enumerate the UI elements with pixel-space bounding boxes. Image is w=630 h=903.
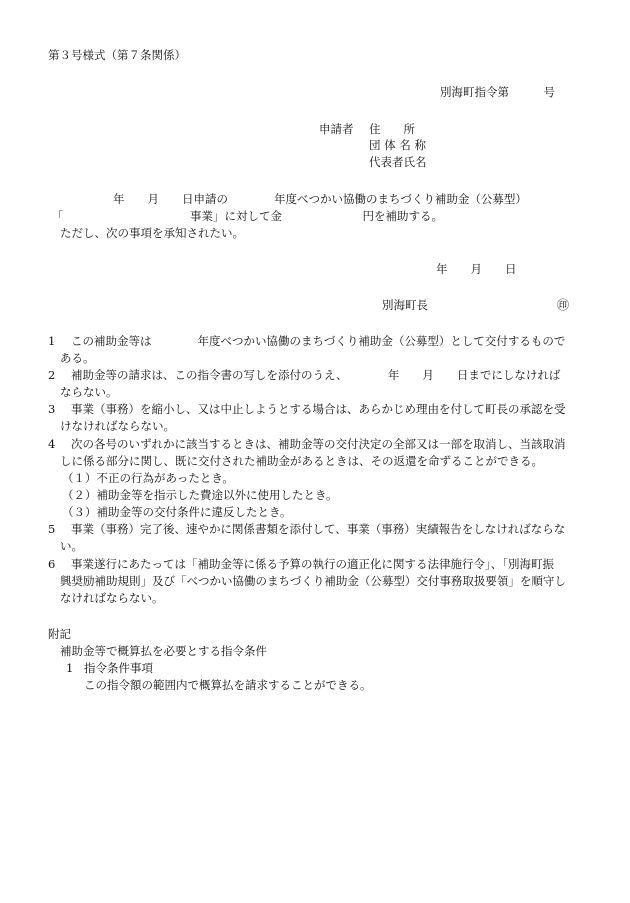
condition-number: 5 <box>48 522 56 536</box>
condition-number: 4 <box>48 437 56 451</box>
document-number: 別海町指令第 号 <box>440 85 555 99</box>
condition-text: 次の各号のいずれかに該当するときは、補助金等の交付決定の全部又は一部を取消し、当該取消 <box>71 437 566 451</box>
applicant-label: 申請者 <box>319 122 354 136</box>
condition-text: い。 <box>60 539 83 553</box>
statement-line-2: 「 事業」に対して金 円を補助する。 <box>52 209 443 223</box>
condition-text: しに係る部分に関し、既に交付された補助金があるときは、その返還を命ずることができる。 <box>60 454 543 468</box>
appendix-title: 附記 <box>48 627 71 641</box>
condition-text: 事業（事務）を縮小し、又は中止しようとする場合は、あらかじめ理由を付して町長の承認を受 <box>71 402 566 416</box>
mayor-label: 別海町長 <box>382 298 428 312</box>
sub-condition-text: （３）補助金等の交付条件に違反したとき。 <box>62 505 292 519</box>
condition-number: 6 <box>48 557 56 571</box>
seal-mark: ㊞ <box>557 298 570 312</box>
address-label: 住 所 <box>369 122 415 136</box>
representative-name-label: 代表者氏名 <box>369 155 427 169</box>
statement-line-3: ただし、次の事項を承知されたい。 <box>60 226 244 240</box>
issue-date: 年 月 日 <box>436 262 517 276</box>
condition-text: 補助金等の請求は、この指令書の写しを添付のうえ、 年 月 日までにしなければ <box>71 368 561 382</box>
condition-text: なければならない。 <box>60 591 164 605</box>
condition-text: ある。 <box>60 351 95 365</box>
condition-text: 事業（事務）完了後、速やかに関係書類を添付して、事業（事務）実績報告をしなければならな <box>71 522 566 536</box>
condition-number: 1 <box>48 334 56 348</box>
appendix-subtitle: 補助金等で概算払を必要とする指令条件 <box>60 644 267 658</box>
appendix-item-title: 指令条件事項 <box>84 661 153 675</box>
condition-text: ならない。 <box>60 385 118 399</box>
condition-text: この補助金等は 年度べつかい協働のまちづくり補助金（公募型）として交付するもので <box>71 334 566 348</box>
condition-number: 2 <box>48 368 56 382</box>
statement-line-1: 年 月 日申請の 年度べつかい協働のまちづくり補助金（公募型） <box>113 192 527 206</box>
form-title: 第３号様式（第７条関係） <box>48 48 186 62</box>
appendix-item-text: この指令額の範囲内で概算払を請求することができる。 <box>84 678 372 692</box>
sub-condition-text: （１）不正の行為があったとき。 <box>62 471 234 485</box>
condition-text: けなければならない。 <box>60 419 175 433</box>
condition-text: 事業遂行にあたっては「補助金等に係る予算の執行の適正化に関する法律施行令」、「別海町振 <box>71 557 554 571</box>
sub-condition-text: （２）補助金等を指示した費途以外に使用したとき。 <box>62 488 338 502</box>
condition-number: 3 <box>48 402 56 416</box>
organization-name-label: 団 体 名 称 <box>369 138 426 152</box>
appendix-item-number: 1 <box>66 661 74 675</box>
condition-text: 興奨励補助規則」及び「べつかい協働のまちづくり補助金（公募型）交付事務取扱要領」を順守し <box>60 574 566 588</box>
